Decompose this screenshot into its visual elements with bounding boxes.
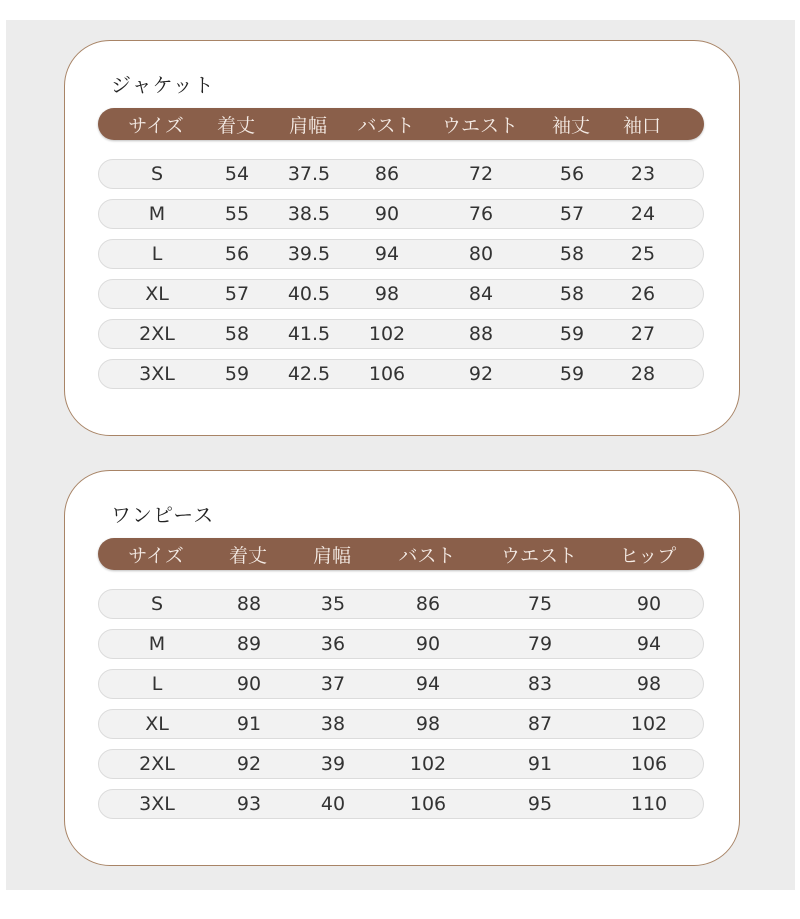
jacket-table-cell: 38.5: [287, 203, 331, 225]
dress-header-cell: ウエスト: [500, 544, 578, 567]
jacket-table-cell: 59: [559, 363, 585, 385]
dress-table-cell: M: [148, 633, 166, 655]
jacket-table-cell: 94: [374, 243, 400, 265]
jacket-header-cell: 袖口: [622, 114, 662, 137]
jacket-table-cell: 58: [224, 323, 250, 345]
jacket-header-cell: バスト: [357, 114, 415, 137]
dress-table-cell: 91: [527, 753, 553, 775]
dress-table-row: [98, 589, 704, 619]
jacket-table-cell: 80: [468, 243, 494, 265]
jacket-header-cell: ウエスト: [441, 114, 519, 137]
jacket-table-cell: 102: [368, 323, 406, 345]
dress-table-cell: 106: [630, 753, 668, 775]
dress-table-cell: S: [150, 593, 164, 615]
jacket-header-cell: 着丈: [216, 114, 256, 137]
jacket-table-cell: M: [148, 203, 166, 225]
jacket-table-cell: XL: [145, 283, 169, 305]
jacket-table-cell: 58: [559, 283, 585, 305]
dress-table-cell: 92: [236, 753, 262, 775]
dress-header-cell: バスト: [398, 544, 456, 567]
dress-table-row: [98, 669, 704, 699]
jacket-table-cell: 56: [224, 243, 250, 265]
jacket-table-cell: 54: [224, 163, 250, 185]
dress-table-row: [98, 709, 704, 739]
dress-table-cell: 40: [320, 793, 346, 815]
dress-table-cell: 35: [320, 593, 346, 615]
dress-table-cell: 87: [527, 713, 553, 735]
dress-table-cell: 94: [415, 673, 441, 695]
dress-table-cell: 98: [415, 713, 441, 735]
dress-table-cell: 37: [320, 673, 346, 695]
jacket-table-cell: 3XL: [139, 363, 175, 385]
jacket-table-cell: 58: [559, 243, 585, 265]
jacket-header-row: [98, 108, 704, 140]
jacket-table-cell: 37.5: [287, 163, 331, 185]
dress-header-cell: 肩幅: [312, 544, 352, 567]
dress-table-cell: XL: [145, 713, 169, 735]
dress-table-row: [98, 749, 704, 779]
jacket-header-cell: 肩幅: [288, 114, 328, 137]
jacket-table-cell: 25: [630, 243, 656, 265]
dress-table-cell: L: [151, 673, 163, 695]
jacket-table-cell: 39.5: [287, 243, 331, 265]
jacket-table-cell: 27: [630, 323, 656, 345]
jacket-table-cell: 56: [559, 163, 585, 185]
dress-table-cell: 106: [409, 793, 447, 815]
dress-table-row: [98, 789, 704, 819]
dress-table-cell: 102: [630, 713, 668, 735]
dress-table-cell: 3XL: [139, 793, 175, 815]
jacket-table-cell: 57: [559, 203, 585, 225]
jacket-table-row: [98, 239, 704, 269]
jacket-table-cell: 72: [468, 163, 494, 185]
jacket-table-cell: 88: [468, 323, 494, 345]
dress-header-row: [98, 538, 704, 570]
dress-table-cell: 38: [320, 713, 346, 735]
dress-table-cell: 90: [236, 673, 262, 695]
jacket-table-cell: 59: [559, 323, 585, 345]
jacket-table-cell: 28: [630, 363, 656, 385]
dress-table-cell: 86: [415, 593, 441, 615]
dress-title: ワンピース: [111, 503, 215, 527]
jacket-table-row: [98, 199, 704, 229]
dress-table-cell: 79: [527, 633, 553, 655]
jacket-table-cell: L: [151, 243, 163, 265]
dress-table-cell: 95: [527, 793, 553, 815]
dress-table-cell: 102: [409, 753, 447, 775]
dress-table-cell: 93: [236, 793, 262, 815]
dress-header-cell: ヒップ: [619, 544, 677, 567]
dress-header-cell: サイズ: [128, 544, 184, 567]
jacket-header-cell: サイズ: [128, 114, 184, 137]
dress-header-cell: 着丈: [228, 544, 268, 567]
dress-table-cell: 2XL: [139, 753, 175, 775]
jacket-size-card: [64, 40, 740, 436]
jacket-table-cell: 90: [374, 203, 400, 225]
jacket-title: ジャケット: [111, 73, 215, 97]
jacket-header-cell: 袖丈: [551, 114, 591, 137]
jacket-table-cell: 92: [468, 363, 494, 385]
dress-table-cell: 88: [236, 593, 262, 615]
jacket-table-row: [98, 319, 704, 349]
jacket-table-cell: 26: [630, 283, 656, 305]
jacket-table-cell: 76: [468, 203, 494, 225]
dress-table-row: [98, 629, 704, 659]
dress-table-cell: 39: [320, 753, 346, 775]
dress-table-cell: 90: [415, 633, 441, 655]
jacket-table-row: [98, 159, 704, 189]
jacket-table-cell: 24: [630, 203, 656, 225]
dress-table-cell: 91: [236, 713, 262, 735]
jacket-table-cell: 42.5: [287, 363, 331, 385]
jacket-table-cell: 55: [224, 203, 250, 225]
jacket-table-cell: S: [150, 163, 164, 185]
jacket-table-cell: 86: [374, 163, 400, 185]
jacket-table-cell: 23: [630, 163, 656, 185]
jacket-table-cell: 84: [468, 283, 494, 305]
dress-table-cell: 90: [636, 593, 662, 615]
jacket-table-cell: 57: [224, 283, 250, 305]
jacket-table-cell: 40.5: [287, 283, 331, 305]
jacket-table-row: [98, 359, 704, 389]
dress-table-cell: 110: [630, 793, 668, 815]
jacket-table-cell: 98: [374, 283, 400, 305]
dress-table-cell: 75: [527, 593, 553, 615]
jacket-table-cell: 59: [224, 363, 250, 385]
dress-table-cell: 36: [320, 633, 346, 655]
dress-table-cell: 89: [236, 633, 262, 655]
jacket-table-cell: 2XL: [139, 323, 175, 345]
jacket-table-cell: 41.5: [287, 323, 331, 345]
dress-size-card: [64, 470, 740, 866]
jacket-table-cell: 106: [368, 363, 406, 385]
dress-table-cell: 83: [527, 673, 553, 695]
dress-table-cell: 94: [636, 633, 662, 655]
jacket-table-row: [98, 279, 704, 309]
dress-table-cell: 98: [636, 673, 662, 695]
